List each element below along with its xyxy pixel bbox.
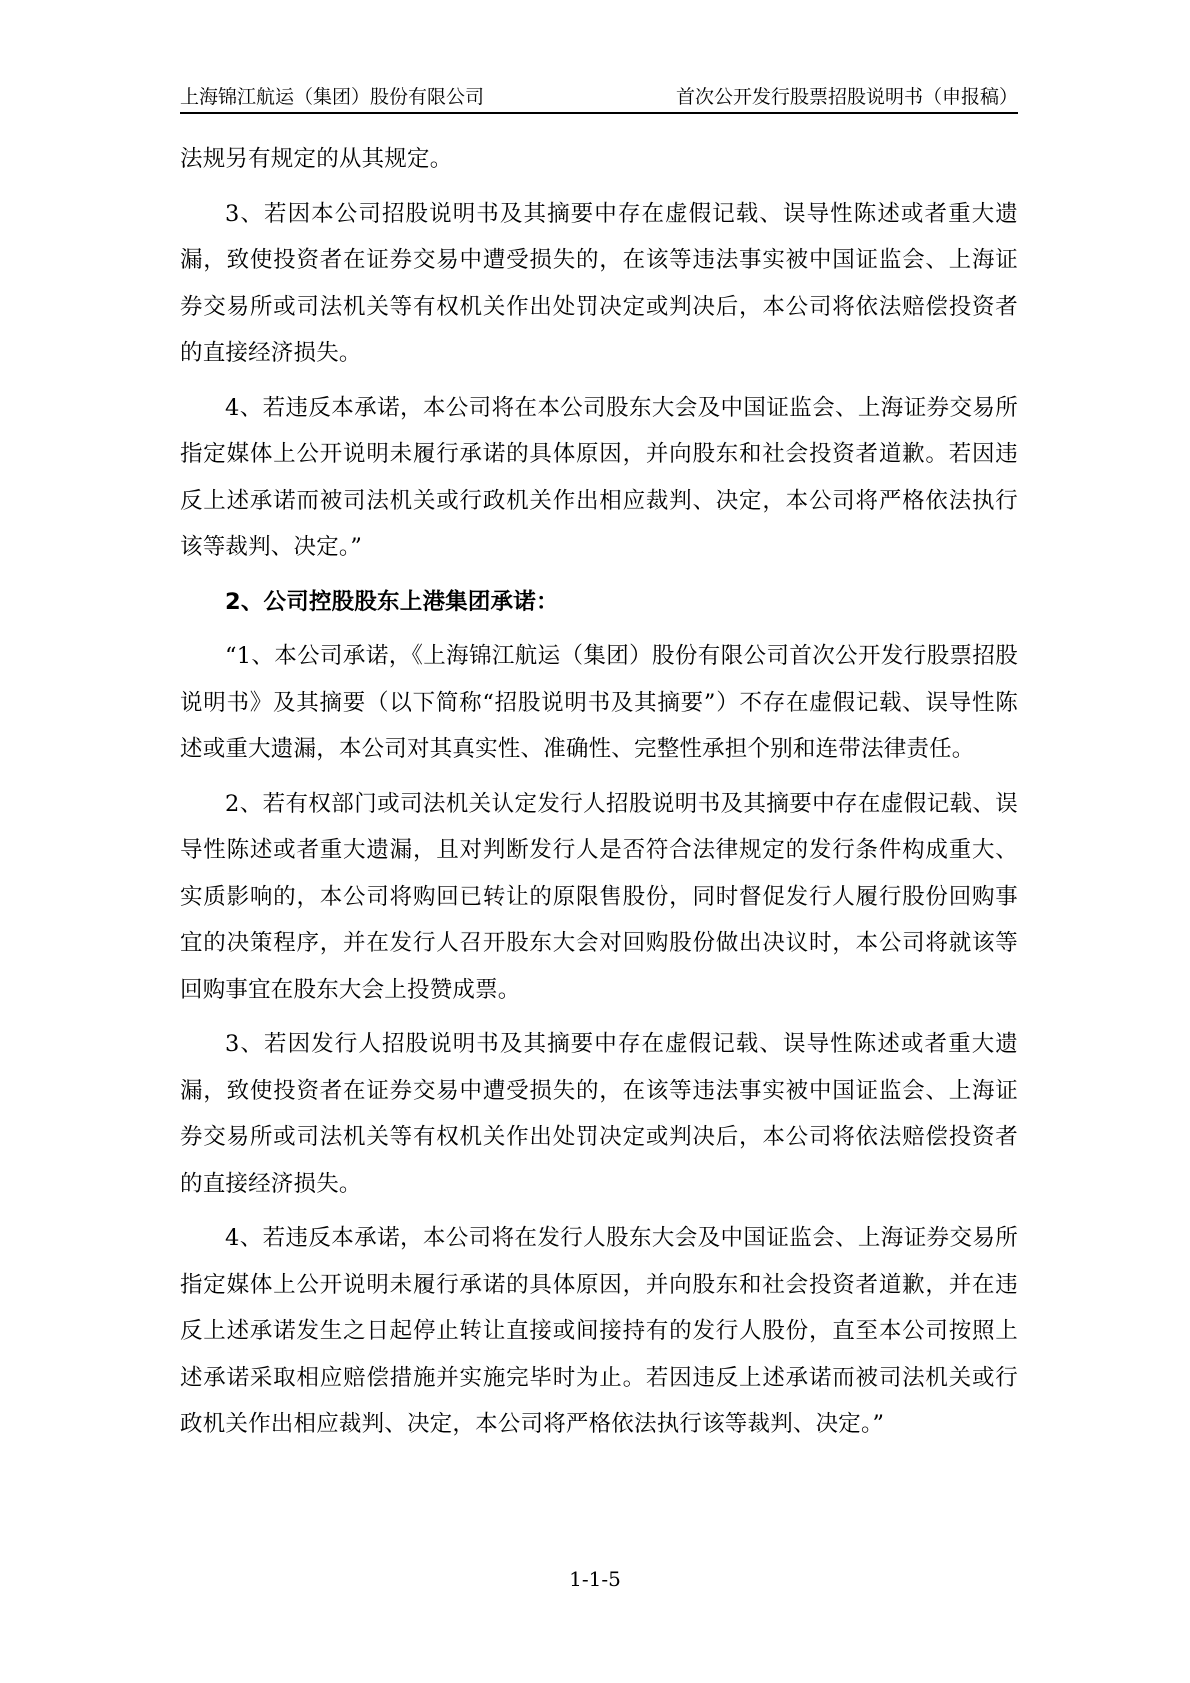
paragraph-item-3-company: 3、若因本公司招股说明书及其摘要中存在虚假记载、误导性陈述或者重大遗漏，致使投资者在证券交易中遭受损失的，在该等违法事实被中国证监会、上海证券交易所或司法机关等有权机关作出处罚决定或判决后，本公司将依法赔偿投资者的直接经济损失。 [180,200,1018,366]
paragraph-item-4-company: 4、若违反本承诺，本公司将在本公司股东大会及中国证监会、上海证券交易所指定媒体上公开说明未履行承诺的具体原因，并向股东和社会投资者道歉。若因违反上述承诺而被司法机关或行政机关作出相应裁判、决定，本公司将严格依法执行该等裁判、决定。” [180,394,1018,560]
page-number: 1-1-5 [569,1567,621,1591]
paragraph-item-4-shareholder: 4、若违反本承诺，本公司将在发行人股东大会及中国证监会、上海证券交易所指定媒体上公开说明未履行承诺的具体原因，并向股东和社会投资者道歉，并在违反上述承诺发生之日起停止转让直接或间接持有的发行人股份，直至本公司按照上述承诺采取相应赔偿措施并实施完毕时为止。若因违反上述承诺而被司法机关或行政机关作出相应裁判、决定，本公司将严格依法执行该等裁判、决定。” [180,1225,1018,1437]
section-heading-controlling-shareholder: 2、公司控股股东上港集团承诺： [225,588,559,615]
paragraph-item-1-shareholder: “1、本公司承诺，《上海锦江航运（集团）股份有限公司首次公开发行股票招股说明书》及其摘要（以下简称“招股说明书及其摘要”）不存在虚假记载、误导性陈述或重大遗漏，本公司对其真实性、准确性、完整性承担个别和连带法律责任。 [180,643,1018,762]
document-body [180,136,1018,1448]
paragraph-item-3-shareholder: 3、若因发行人招股说明书及其摘要中存在虚假记载、误导性陈述或者重大遗漏，致使投资者在证券交易中遭受损失的，在该等违法事实被中国证监会、上海证券交易所或司法机关等有权机关作出处罚决定或判决后，本公司将依法赔偿投资者的直接经济损失。 [180,1031,1018,1197]
paragraph-continuation: 法规另有规定的从其规定。 [180,146,453,172]
header-company-name: 上海锦江航运（集团）股份有限公司 [180,86,485,108]
paragraph-item-2-shareholder: 2、若有权部门或司法机关认定发行人招股说明书及其摘要中存在虚假记载、误导性陈述或者重大遗漏，且对判断发行人是否符合法律规定的发行条件构成重大、实质影响的，本公司将购回已转让的原限售股份，同时督促发行人履行股份回购事宜的决策程序，并在发行人召开股东大会对回购股份做出决议时，本公司将就该等回购事宜在股东大会上投赞成票。 [180,790,1018,1003]
page-header [180,82,1018,114]
header-document-title: 首次公开发行股票招股说明书（申报稿） [675,86,1018,108]
